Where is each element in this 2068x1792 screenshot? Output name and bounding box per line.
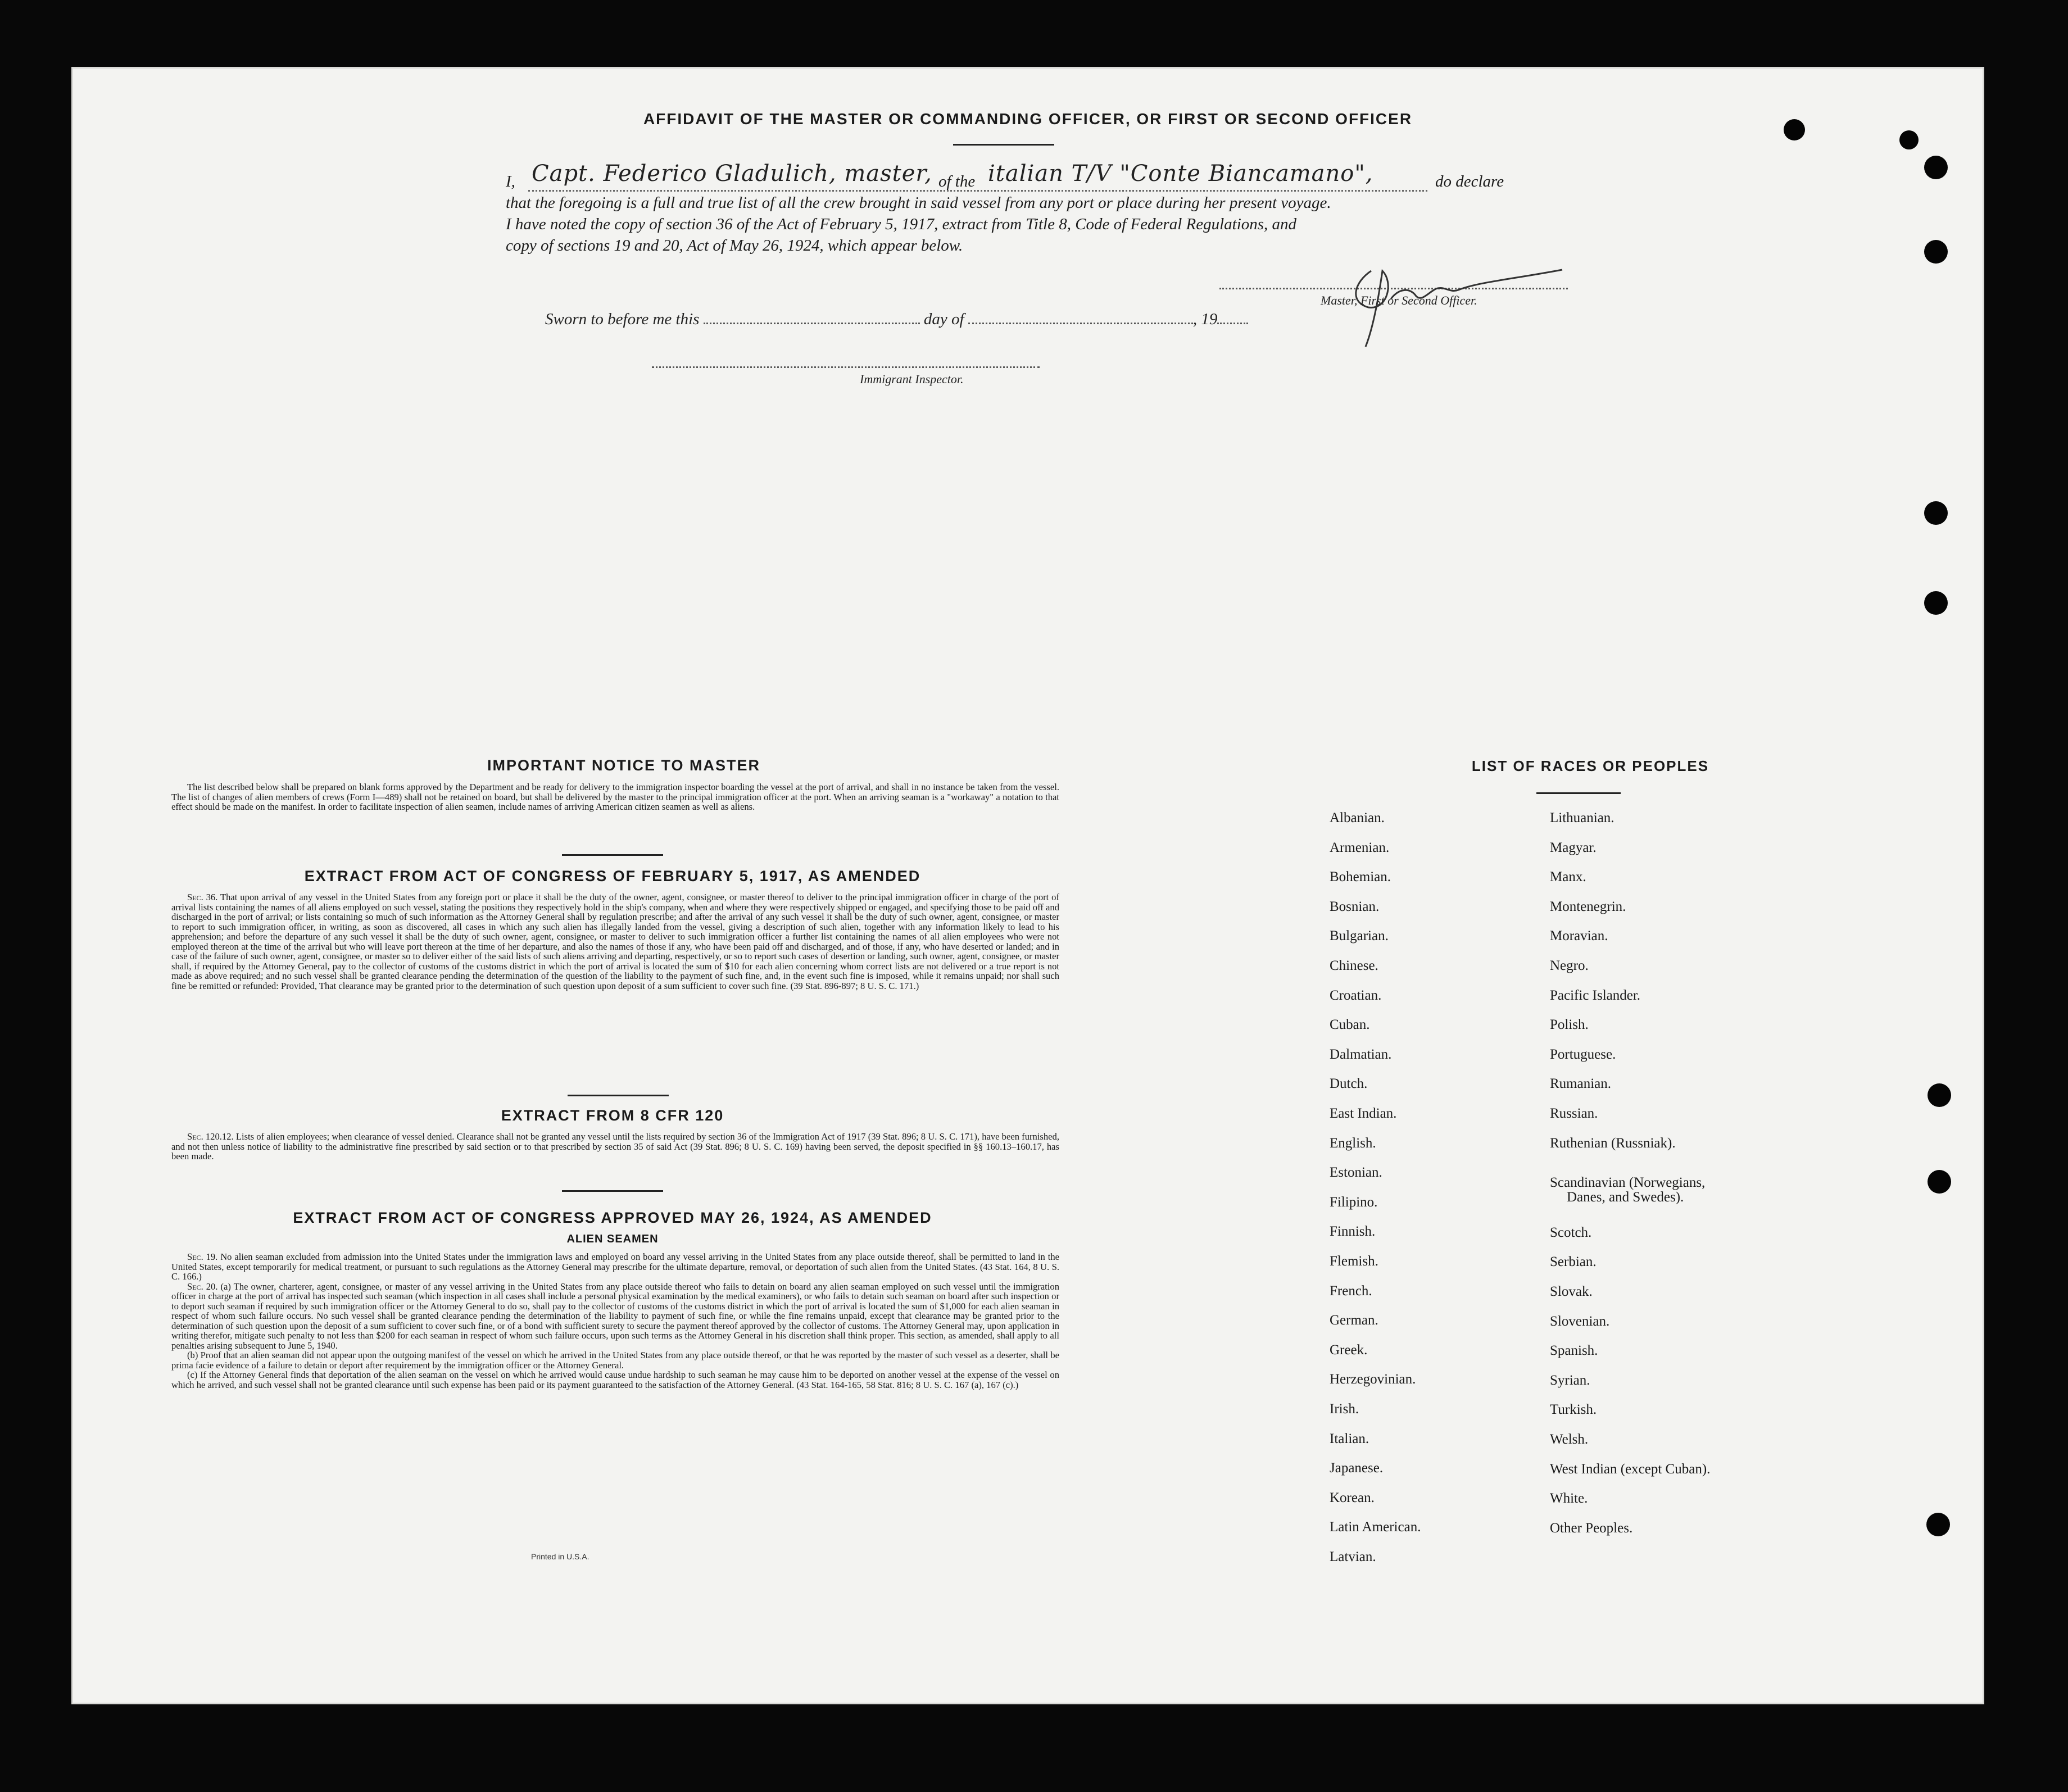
race-item: Chinese.: [1330, 958, 1378, 973]
inspector-label: Immigrant Inspector.: [860, 372, 964, 386]
race-item: Syrian.: [1550, 1372, 1590, 1388]
affidavit-of-the: of the: [938, 173, 976, 190]
binder-hole: [1928, 1083, 1951, 1107]
race-item: Negro.: [1550, 958, 1589, 973]
race-item: French.: [1330, 1283, 1372, 1299]
race-item: Scandinavian (Norwegians,: [1550, 1175, 1706, 1191]
binder-hole: [1924, 240, 1948, 264]
extract-1924-title: EXTRACT FROM ACT OF CONGRESS APPROVED MAY 26, 1924, AS AMENDED: [293, 1209, 932, 1226]
binder-hole: [1924, 156, 1948, 179]
divider: [562, 854, 663, 856]
extract-1924-body: [171, 1252, 1059, 1390]
race-item: Spanish.: [1550, 1343, 1598, 1359]
race-item: German.: [1330, 1313, 1378, 1328]
race-item: Dutch.: [1330, 1076, 1368, 1092]
binder-hole: [1928, 1170, 1951, 1194]
affidavit-text: [506, 163, 1551, 256]
race-item: Serbian.: [1550, 1254, 1597, 1270]
race-item: Flemish.: [1330, 1254, 1378, 1269]
race-item: Other Peoples.: [1550, 1520, 1633, 1536]
race-item: Turkish.: [1550, 1402, 1597, 1418]
extract-1917-title: EXTRACT FROM ACT OF CONGRESS OF FEBRUARY 5, 1917, AS AMENDED: [304, 868, 921, 884]
race-item: Greek.: [1330, 1342, 1368, 1358]
race-item: Pacific Islander.: [1550, 987, 1641, 1003]
race-item: Scotch.: [1550, 1224, 1592, 1240]
race-item: Herzegovinian.: [1330, 1372, 1416, 1387]
race-item: Armenian.: [1330, 840, 1390, 855]
race-item: Moravian.: [1550, 928, 1608, 944]
binder-hole: [1899, 130, 1919, 149]
race-item: Portuguese.: [1550, 1046, 1616, 1062]
sworn-year: 19: [1201, 310, 1218, 328]
sworn-statement: Sworn to before me this day of , 19: [545, 310, 1248, 329]
affidavit-line-4: copy of sections 19 and 20, Act of May 26, 1924, which appear below.: [506, 237, 963, 255]
sec-120-label: Sec. 120.12.: [187, 1131, 234, 1142]
race-item: Latin American.: [1330, 1519, 1421, 1535]
sec-36-label: Sec. 36.: [187, 892, 218, 902]
signature-label: Master, First or Second Officer.: [1321, 293, 1477, 307]
race-item: Ruthenian (Russniak).: [1550, 1135, 1676, 1151]
sec-20c-text: (c) If the Attorney General finds that deportation of the alien seaman on the vessel on which he arrived would cause undue hardship to such seaman he may cause him to be deported on another vessel at the expense of the vessel on which he arrived, and such vessel shall not be granted clearance until such expense has been paid or its payment guaranteed to the satisfaction of the Attorney General. (43 Stat. 164-165, 58 Stat. 816; 8 U. S. C. 167 (a), 167 (c).): [171, 1369, 1059, 1390]
divider: [1536, 792, 1621, 794]
binder-hole: [1926, 1513, 1950, 1536]
sec-36-text: That upon arrival of any vessel in the United States from any foreign port or place it shall be the duty of the owner, agent, consignee, or master thereof to deliver to the principal immigration officer in charge of the port of arrival lists containing the names of all aliens employed on such vessel, stating the positions they respectively hold in the ship's company, when and where they were respectively shipped or engaged, and specifying those to be paid off and discharged in the port of arrival; or lists containing so much of such information as the Attorney General shall by regulation prescribe; and after the arrival of any such vessel it shall be the duty of such owner, agent, consignee, or master to report to such immigration officer, in writing, as soon as discovered, all cases in which any such alien has illegally landed from the vessel, giving a description of such alien, together with any information likely to lead to his apprehension; and before the departure of any such vessel it shall be the duty of such owner, agent, consignee, or master to deliver to such immigration officer a further list containing the names of all alien employees who were not employed thereon at the time of the arrival but who will leave port thereon at the time of her departure, and also the names of those if any, who have been paid off and discharged, and of those, if any, who have deserted or landed; and in case of the failure of such owner, agent, consignee, or master so to deliver either of the said lists of such aliens arriving and departing, respectively, or so to report such cases of desertion or landing, such owner, agent, consignee, or master shall, if required by the Attorney General, pay to the collector of customs of the customs district in which the port of arrival is located the sum of $10 for each alien concerning whom correct lists are not delivered or a true report is not made as above required; and no such vessel shall be granted clearance pending the determination of the question of the liability to the payment of such fine, and, in the event such fine is imposed, while it remains unpaid; nor shall such fine be remitted or refunded: Provided, That clearance may be granted prior to the determination of such question upon deposit of a sum sufficient to cover such fine. (39 Stat. 896-897; 8 U. S. C. 171.): [171, 892, 1059, 991]
printed-in-usa: Printed in U.S.A.: [531, 1552, 589, 1561]
notice-title: IMPORTANT NOTICE TO MASTER: [487, 757, 760, 774]
document-page: [73, 69, 1983, 1703]
race-item: Rumanian.: [1550, 1076, 1612, 1092]
race-item: Italian.: [1330, 1431, 1369, 1446]
race-item: Bohemian.: [1330, 869, 1391, 885]
race-item: English.: [1330, 1135, 1376, 1151]
sec-20b-text: (b) Proof that an alien seaman did not appear upon the outgoing manifest of the vessel on which he arrived in the United States from any place outside thereof, or that he was reported by the master of such vessel as a deserter, shall be prima facie evidence of a failure to detain or deport after requirement by the immigration officer or the Attorney General.: [171, 1350, 1059, 1371]
divider: [953, 144, 1054, 146]
sec-120-text: Lists of alien employees; when clearance of vessel denied. Clearance shall not be granted any vessel until the lists required by section 36 of the Immigration Act of 1917 (39 Stat. 896; 8 U. S. C. 171), have been furnished, and not then unless notice of liability to the administrative fine prescribed by said section or to that prescribed by section 35 of said Act (39 Stat. 896; 8 U. S. C. 169) having been served, the deposit specified in §§ 160.13–160.17, has been made.: [171, 1131, 1059, 1162]
race-item: Korean.: [1330, 1490, 1375, 1505]
race-item: Cuban.: [1330, 1017, 1370, 1033]
race-item: Japanese.: [1330, 1460, 1384, 1476]
extract-cfr-title: EXTRACT FROM 8 CFR 120: [501, 1107, 724, 1124]
race-item: Filipino.: [1330, 1194, 1378, 1210]
race-item: Estonian.: [1330, 1165, 1382, 1181]
sec-19-text: No alien seaman excluded from admission into the United States under the immigration laws and employed on board any vessel arriving in the United States from any place outside thereof, shall be permitted to land in the United States, except temporarily for medical treatment, or pursuant to such regulations as the Attorney General may prescribe for the ultimate departure, removal, or deportation of such alien from the United States. (43 Stat. 164, 8 U. S. C. 166.): [171, 1251, 1059, 1282]
extract-1917-body: [171, 892, 1059, 991]
race-item: Welsh.: [1550, 1432, 1589, 1447]
race-item: Danes, and Swedes).: [1567, 1190, 1684, 1205]
divider: [568, 1095, 669, 1096]
divider: [562, 1190, 663, 1192]
binder-hole: [1924, 591, 1948, 615]
races-title: LIST OF RACES OR PEOPLES: [1471, 757, 1709, 774]
race-item: Slovenian.: [1550, 1313, 1610, 1329]
race-item: Bosnian.: [1330, 899, 1380, 914]
race-item: Montenegrin.: [1550, 899, 1626, 914]
race-item: Albanian.: [1330, 810, 1385, 825]
inspector-signature-line: [652, 366, 1040, 368]
sec-19-label: Sec. 19.: [187, 1251, 218, 1262]
affidavit-intro: I,: [506, 173, 515, 190]
race-item: East Indian.: [1330, 1106, 1397, 1121]
race-item: Latvian.: [1330, 1549, 1376, 1564]
race-item: Russian.: [1550, 1106, 1598, 1121]
handwritten-master-name: Capt. Federico Gladulich, master,: [532, 161, 932, 187]
sworn-day: day of: [923, 310, 964, 328]
affidavit-line-2: that the foregoing is a full and true list of all the crew brought in said vessel from any port or place during her present voyage.: [506, 194, 1331, 212]
affidavit-title: AFFIDAVIT OF THE MASTER OR COMMANDING OFFICER, OR FIRST OR SECOND OFFICER: [643, 110, 1413, 128]
race-item: West Indian (except Cuban).: [1550, 1461, 1711, 1477]
sec-20a-text: (a) The owner, charterer, agent, consignee, or master of any vessel arriving in the United States from any place outside thereof who fails to detain on board any alien seaman employed on such vessel until the immigration officer in charge at the port of arrival has inspected such seaman (which inspection in all cases shall include a personal physical examination by the medical examiners), or who fails to detain such seaman on board after such inspection or to deport such seaman if required by such immigration officer or the Attorney General to do so, shall pay to the collector of customs of the customs district in which the port of arrival is located the sum of $1,000 for each alien seaman in respect of whom such failure occurs. No such vessel shall be granted clearance pending the determination of the liability to payment of such fine, or while the fine remains unpaid, except that clearance may be granted prior to the determination of such question upon the deposit of a sum sufficient to cover such fine, or of a bond with sufficient surety to secure the payment thereof approved by the collector of customs. The Attorney General may, upon application in writing therefor, mitigate such penalty to not less than $200 for each seaman in respect of whom such failure occurs, upon such terms as the Attorney General in his discretion shall think proper. This section, as amended, shall apply to all penalties arising subsequent to June 5, 1940.: [171, 1281, 1059, 1351]
race-item: Slovak.: [1550, 1284, 1593, 1299]
race-item: Croatian.: [1330, 987, 1382, 1003]
alien-seamen-subtitle: ALIEN SEAMEN: [566, 1233, 659, 1245]
race-item: Manx.: [1550, 869, 1586, 885]
affidavit-do-declare: do declare: [1435, 173, 1504, 190]
extract-cfr-body: [171, 1132, 1059, 1162]
affidavit-line-3: I have noted the copy of section 36 of the Act of February 5, 1917, extract from Title 8, Code of Federal Regulations, and: [506, 215, 1297, 233]
race-item: Irish.: [1330, 1401, 1359, 1417]
binder-hole: [1924, 501, 1948, 525]
race-item: Bulgarian.: [1330, 928, 1389, 944]
race-item: Polish.: [1550, 1017, 1589, 1033]
race-item: Dalmatian.: [1330, 1046, 1392, 1062]
handwritten-vessel-name: italian T/V "Conte Biancamano",: [988, 161, 1373, 187]
race-item: White.: [1550, 1491, 1588, 1507]
race-item: Lithuanian.: [1550, 810, 1615, 825]
sec-20-label: Sec. 20.: [187, 1281, 218, 1292]
notice-body: [171, 782, 1059, 812]
notice-text: The list described below shall be prepared on blank forms approved by the Department and be ready for delivery to the immigration inspector boarding the vessel at the port of arrival, and shall in no instance be taken from the vessel. The list of changes of alien members of crews (Form I—489) shall not be retained on board, but shall be delivered by the master to the principal immigration officer at the port. When an arriving seaman is a "workaway" a notation to that effect should be made on the manifest. In order to facilitate inspection of alien seamen, include names of arriving American citizen seamen as well as aliens.: [171, 782, 1059, 812]
race-item: Finnish.: [1330, 1224, 1376, 1240]
race-item: Magyar.: [1550, 840, 1597, 855]
sworn-prefix: Sworn to before me this: [545, 310, 700, 328]
